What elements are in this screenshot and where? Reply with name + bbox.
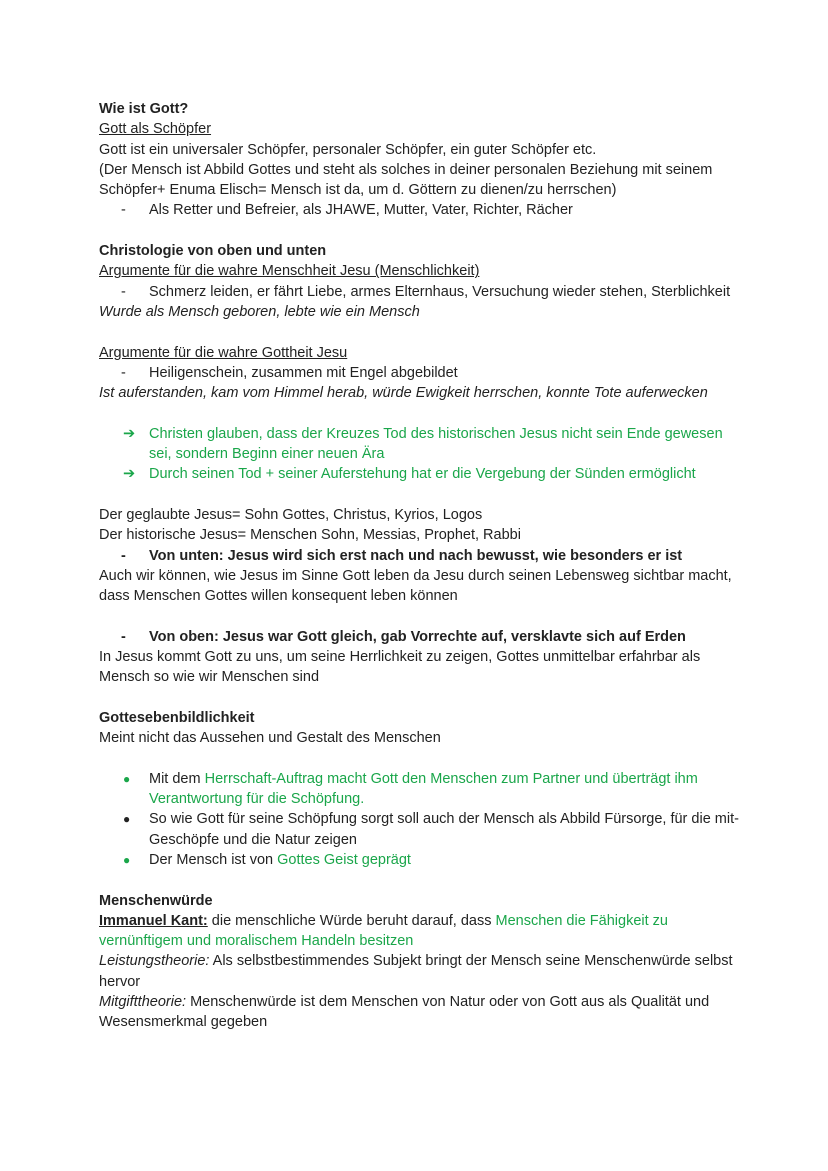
- subheading-menschheit-jesu: Argumente für die wahre Menschheit Jesu (Menschlichkeit): [99, 263, 480, 280]
- paragraph: In Jesus kommt Gott zu uns, um seine Herrlichkeit zu zeigen, Gottes unmittelbar erfahrbar als Mensch so wie wir Menschen sind: [99, 649, 701, 686]
- document-content: [99, 99, 749, 1033]
- paragraph-kant: [99, 911, 749, 952]
- section-title-menschenwuerde: Menschenwürde: [99, 892, 213, 909]
- highlighted-text: Menschen die Fähigkeit zu vernünftigem und moralischem Handeln besitzen: [99, 912, 668, 950]
- list-item-text: Durch seinen Tod + seiner Auferstehung hat er die Vergebung der Sünden ermöglicht: [149, 466, 696, 483]
- term-label: Leistungstheorie:: [99, 953, 210, 970]
- dash-list-item: [99, 546, 749, 566]
- paragraph: (Der Mensch ist Abbild Gottes und steht als solches in deiner personalen Beziehung mit seinem Schöpfer+ Enuma Elisch= Mensch ist da, um d. Göttern zu dienen/zu herrschen): [99, 161, 713, 199]
- dash-marker: -: [121, 283, 126, 300]
- bullet-list-item: [99, 850, 749, 870]
- dash-list-item: [99, 200, 749, 220]
- highlighted-text: Gottes Geist geprägt: [277, 851, 411, 868]
- list-item-text: Von oben: Jesus war Gott gleich, gab Vorrechte auf, versklavte sich auf Erden: [149, 628, 686, 645]
- paragraph: Meint nicht das Aussehen und Gestalt des Menschen: [99, 730, 441, 747]
- italic-paragraph: Ist auferstanden, kam vom Himmel herab, würde Ewigkeit herrschen, konnte Tote auferwecken: [99, 385, 708, 402]
- section-title-wie-ist-gott: Wie ist Gott?: [99, 101, 189, 117]
- paragraph: Gott ist ein universaler Schöpfer, personaler Schöpfer, ein guter Schöpfer etc.: [99, 141, 597, 158]
- paragraph-leistungstheorie: [99, 951, 749, 992]
- section-title-gottesebenbildlichkeit: Gottesebenbildlichkeit: [99, 709, 255, 726]
- arrow-list-item: [99, 464, 749, 484]
- list-item-text: Schmerz leiden, er fährt Liebe, armes Elternhaus, Versuchung wieder stehen, Sterblichkeit: [149, 283, 731, 300]
- subheading-gottheit-jesu: Argumente für die wahre Gottheit Jesu: [99, 344, 348, 361]
- paragraph: Der historische Jesus= Menschen Sohn, Messias, Prophet, Rabbi: [99, 527, 521, 544]
- list-item-text: Der Mensch ist von: [149, 851, 278, 868]
- bullet-icon: ●: [123, 771, 131, 786]
- term-definition: Als selbstbestimmendes Subjekt bringt der Mensch seine Menschenwürde selbst hervor: [99, 953, 733, 990]
- list-item-text: Von unten: Jesus wird sich erst nach und nach bewusst, wie besonders er ist: [149, 547, 683, 564]
- list-item-text: Als Retter und Befreier, als JHAWE, Mutter, Vater, Richter, Rächer: [149, 202, 573, 219]
- list-item-text: So wie Gott für seine Schöpfung sorgt soll auch der Mensch als Abbild Fürsorge, für die mit-Geschöpfe und die Natur zeigen: [149, 811, 739, 848]
- paragraph: Der geglaubte Jesus= Sohn Gottes, Christus, Kyrios, Logos: [99, 506, 483, 523]
- list-item-text: Mit dem: [149, 770, 205, 787]
- dash-list-item: [99, 282, 749, 302]
- bullet-list-item: [99, 769, 749, 810]
- italic-paragraph: Wurde als Mensch geboren, lebte wie ein Mensch: [99, 303, 420, 320]
- term-label: Mitgifttheorie:: [99, 994, 187, 1011]
- arrow-right-icon: ➔: [123, 425, 136, 442]
- arrow-right-icon: ➔: [123, 466, 136, 483]
- section-title-christologie: Christologie von oben und unten: [99, 243, 327, 260]
- bullet-icon: ●: [123, 812, 131, 827]
- kant-name: Immanuel Kant:: [99, 912, 208, 929]
- highlighted-text: Herrschaft-Auftrag macht Gott den Menschen zum Partner und überträgt ihm Verantwortung für die Schöpfung.: [149, 770, 698, 808]
- dash-marker: -: [121, 364, 126, 381]
- list-item-text: Christen glauben, dass der Kreuzes Tod des historischen Jesus nicht sein Ende gewesen sei, sondern Beginn einer neuen Ära: [149, 425, 723, 463]
- dash-list-item: [99, 363, 749, 383]
- term-definition: Menschenwürde ist dem Menschen von Natur oder von Gott aus als Qualität und Wesensmerkmal gegeben: [99, 994, 710, 1031]
- bullet-list-item: [99, 809, 749, 850]
- dash-marker: -: [121, 202, 126, 219]
- list-item-text: Heiligenschein, zusammen mit Engel abgebildet: [149, 364, 458, 381]
- dash-marker: -: [121, 628, 126, 645]
- arrow-list-item: [99, 424, 749, 465]
- paragraph-mitgifttheorie: [99, 992, 749, 1033]
- kant-text: die menschliche Würde beruht darauf, dass: [207, 912, 496, 929]
- subheading-gott-als-schoepfer: Gott als Schöpfer: [99, 121, 212, 138]
- bullet-icon: ●: [123, 852, 131, 867]
- dash-marker: -: [121, 547, 126, 564]
- paragraph: Auch wir können, wie Jesus im Sinne Gott leben da Jesu durch seinen Lebensweg sichtbar macht, dass Menschen Gottes willen konsequent leben können: [99, 567, 732, 605]
- dash-list-item: [99, 627, 749, 647]
